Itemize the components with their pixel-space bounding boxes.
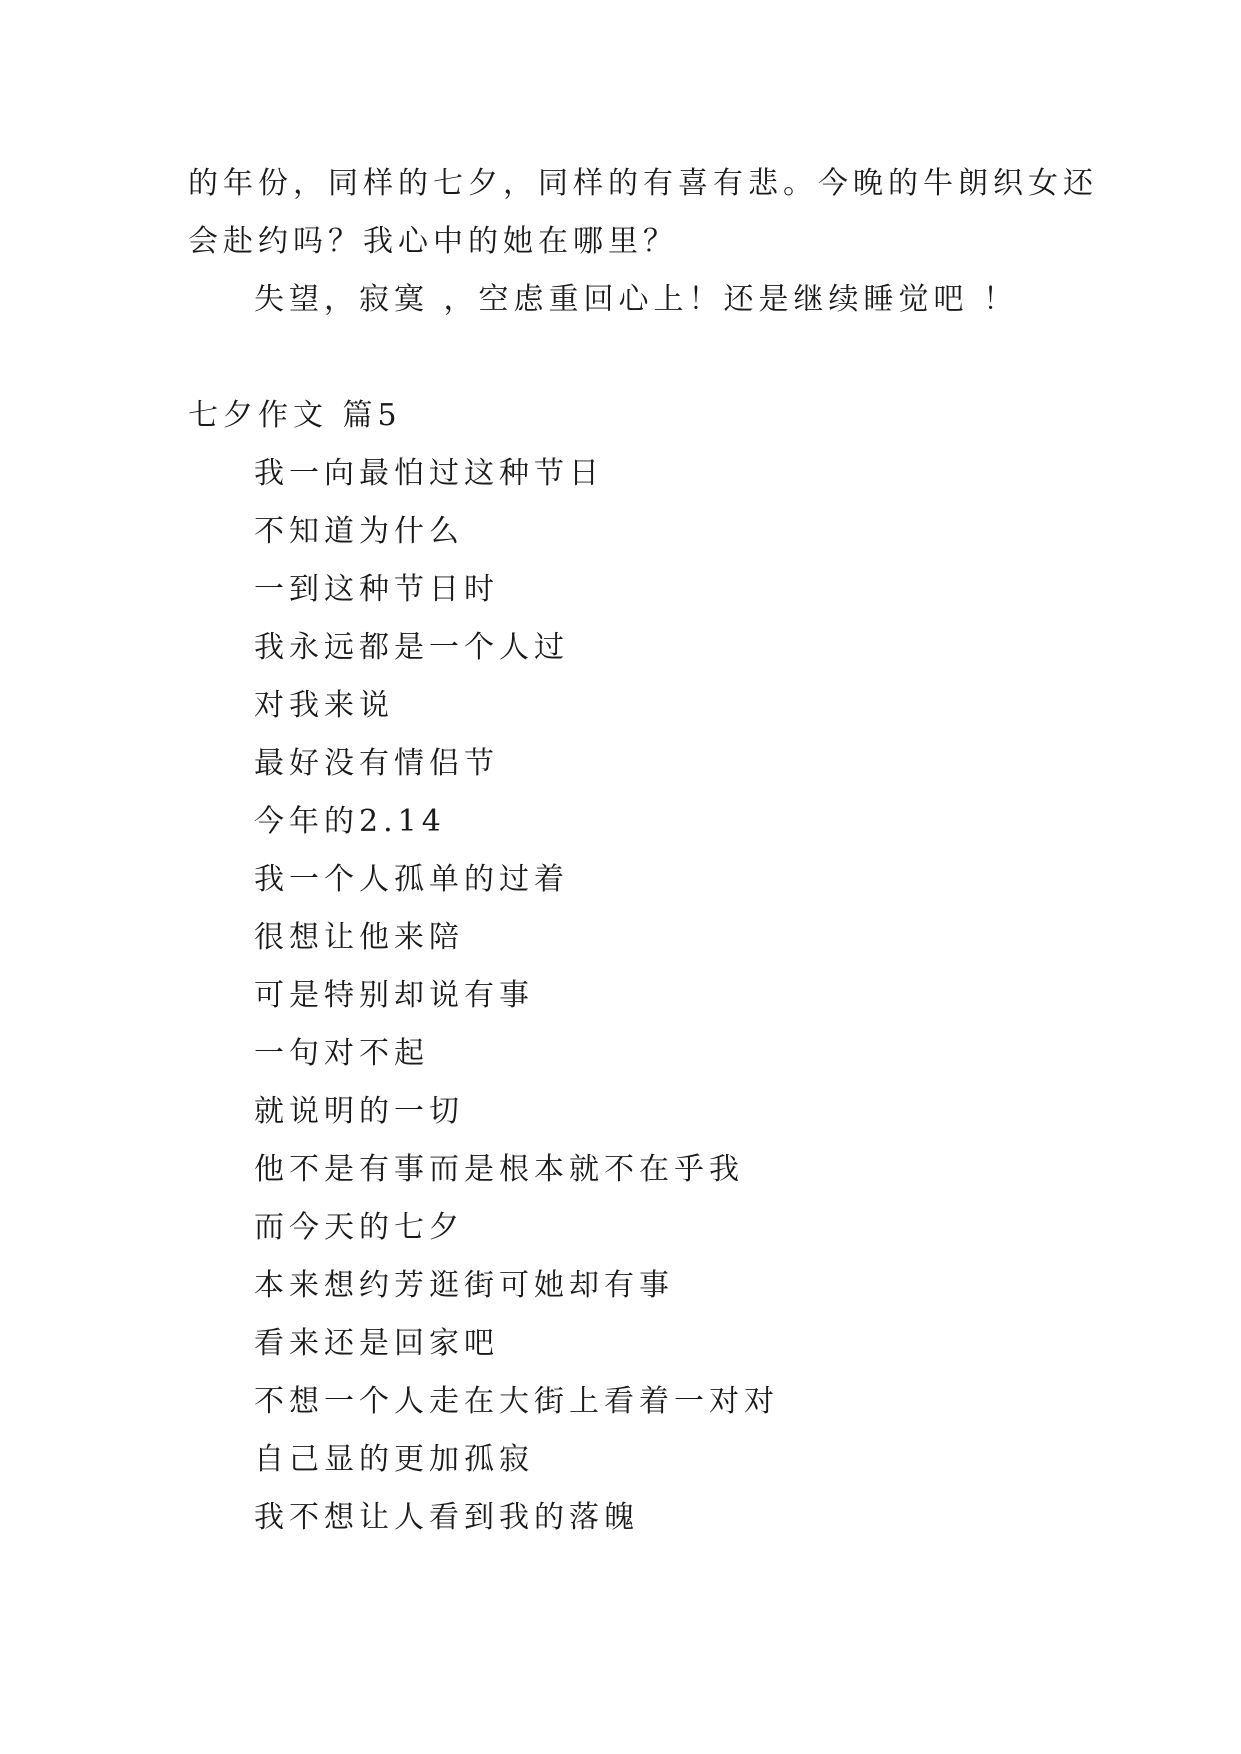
poem-line: 今年的2.14 xyxy=(254,804,446,839)
poem-line: 自己显的更加孤寂 xyxy=(254,1442,534,1477)
poem-line: 不想一个人走在大街上看着一对对 xyxy=(254,1384,779,1419)
poem-line: 一到这种节日时 xyxy=(254,572,499,607)
paragraph-line: 会赴约吗？我心中的她在哪里？ xyxy=(188,224,678,259)
poem-line: 就说明的一切 xyxy=(254,1094,464,1129)
poem-line: 可是特别却说有事 xyxy=(254,978,534,1013)
poem-line: 不知道为什么 xyxy=(254,514,464,549)
poem-line: 最好没有情侣节 xyxy=(254,746,499,781)
paragraph-line: 的年份，同样的七夕，同样的有喜有悲。今晚的牛朗织女还 xyxy=(188,166,1098,201)
poem-line: 很想让他来陪 xyxy=(254,920,464,955)
poem-line: 而今天的七夕 xyxy=(254,1210,464,1245)
poem-line: 对我来说 xyxy=(254,688,394,723)
section-heading: 七夕作文 篇5 xyxy=(188,398,402,433)
poem-line: 我一个人孤单的过着 xyxy=(254,862,569,897)
poem-line: 我不想让人看到我的落魄 xyxy=(254,1500,639,1535)
poem-line: 一句对不起 xyxy=(254,1036,429,1071)
poem-line: 我永远都是一个人过 xyxy=(254,630,569,665)
poem-line: 看来还是回家吧 xyxy=(254,1326,499,1361)
poem-line: 本来想约芳逛街可她却有事 xyxy=(254,1268,674,1303)
poem-line: 我一向最怕过这种节日 xyxy=(254,456,604,491)
closing-paragraph: 失望，寂寞 ，空虑重回心上！还是继续睡觉吧 ！ xyxy=(254,282,1019,317)
poem-line: 他不是有事而是根本就不在乎我 xyxy=(254,1152,744,1187)
